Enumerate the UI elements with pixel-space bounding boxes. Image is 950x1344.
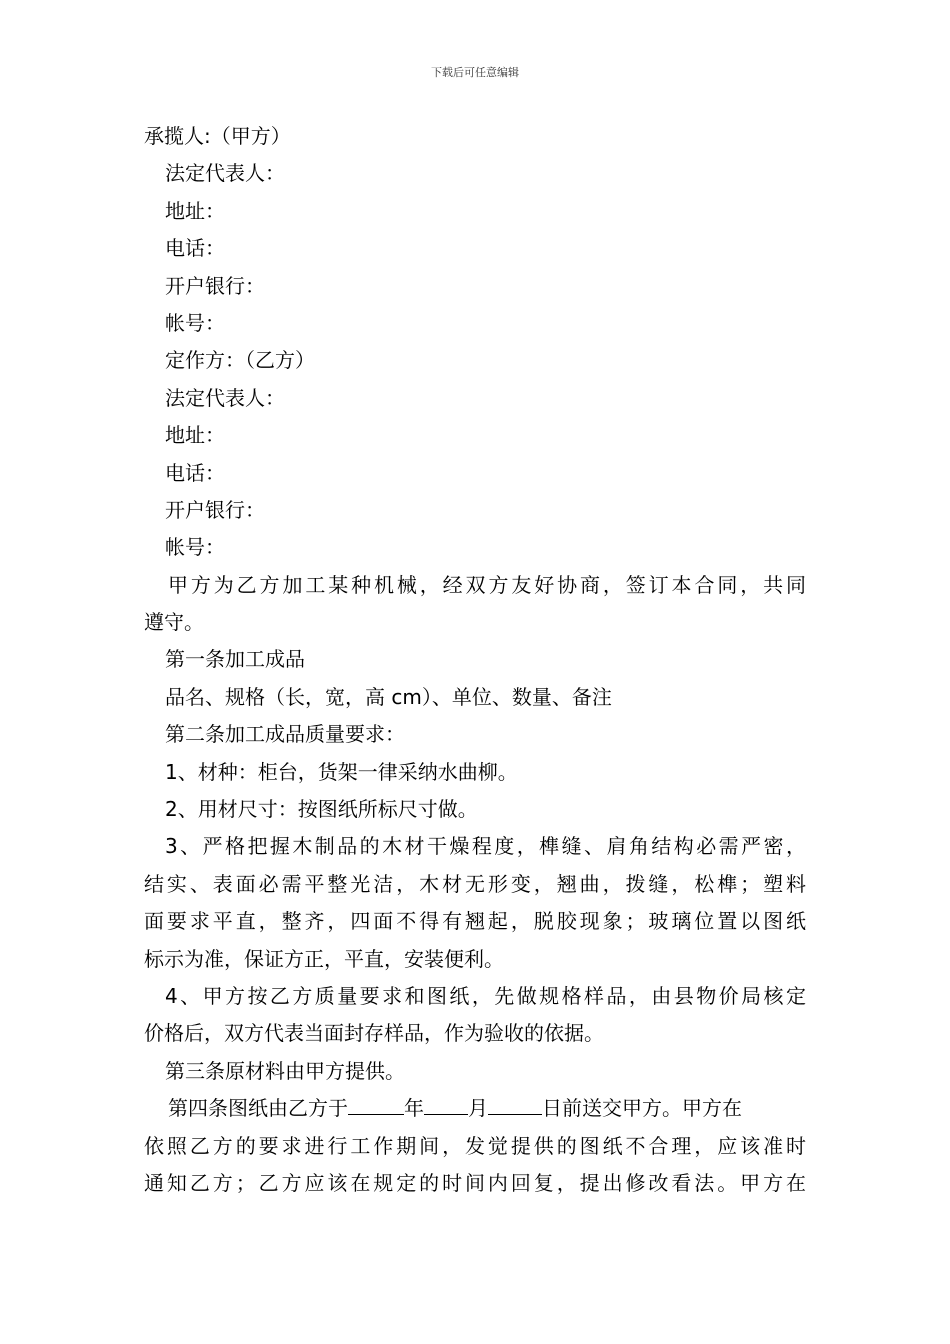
page-header-note: 下载后可任意编辑 xyxy=(431,66,519,79)
party-b-legal-rep: 法定代表人： xyxy=(165,385,285,410)
article1-title: 第一条加工成品 xyxy=(165,647,305,672)
party-b-phone: 电话： xyxy=(165,460,225,485)
article1-columns: 品名、规格（长，宽，高 cm）、单位、数量、备注 xyxy=(165,684,612,709)
article4-line3: 通知乙方；乙方应该在规定的时间内回复，提出修改看法。甲方在 xyxy=(144,1170,806,1195)
article2-title: 第二条加工成品质量要求： xyxy=(165,722,405,747)
party-b-address: 地址： xyxy=(165,423,225,448)
day-blank xyxy=(488,1092,542,1115)
article2-item3-line4: 标示为准，保证方正，平直，安装便利。 xyxy=(144,946,504,971)
intro-line-1: 甲方为乙方加工某种机械，经双方友好协商，签订本合同，共同 xyxy=(168,572,806,597)
contract-body xyxy=(144,118,806,1202)
article2-item4-line2: 价格后，双方代表当面封存样品，作为验收的依据。 xyxy=(144,1021,604,1046)
party-b-label: 定作方：（乙方） xyxy=(165,348,315,373)
article4-line1 xyxy=(144,1090,806,1127)
article2-item3-line2: 结实、表面必需平整光洁，木材无形变，翘曲，拨缝，松榫；塑料 xyxy=(144,871,806,896)
article2-item4-line1: 4、甲方按乙方质量要求和图纸，先做规格样品，由县物价局核定 xyxy=(165,983,806,1008)
intro-line-2: 遵守。 xyxy=(144,610,204,635)
article2-item3-line3: 面要求平直，整齐，四面不得有翘起，脱胶现象；玻璃位置以图纸 xyxy=(144,909,806,934)
party-a-phone: 电话： xyxy=(165,236,225,261)
party-a-legal-rep: 法定代表人： xyxy=(165,161,285,186)
year-blank xyxy=(348,1092,404,1115)
article3-title: 第三条原材料由甲方提供。 xyxy=(165,1058,405,1083)
article4-part2: 日前送交甲方。甲方在 xyxy=(542,1096,742,1121)
party-a-bank: 开户银行： xyxy=(165,273,265,298)
article2-item1: 1、材种：柜台，货架一律采纳水曲柳。 xyxy=(165,759,518,784)
party-a-label: 承揽人:（甲方） xyxy=(144,124,291,148)
article2-item2: 2、用材尺寸：按图纸所标尺寸做。 xyxy=(165,797,478,822)
month-blank xyxy=(424,1092,468,1115)
party-b-bank: 开户银行： xyxy=(165,497,265,522)
article4-month: 月 xyxy=(468,1096,488,1121)
party-b-account: 帐号： xyxy=(165,535,225,560)
article4-part1: 第四条图纸由乙方于 xyxy=(168,1096,348,1121)
article2-item3-line1: 3、严格把握木制品的木材干燥程度，榫缝、肩角结构必需严密， xyxy=(165,834,806,859)
party-a-address: 地址： xyxy=(165,198,225,223)
article4-year: 年 xyxy=(404,1096,424,1121)
article4-line2: 依照乙方的要求进行工作期间，发觉提供的图纸不合理，应该准时 xyxy=(144,1133,806,1158)
party-a-account: 帐号： xyxy=(165,310,225,335)
